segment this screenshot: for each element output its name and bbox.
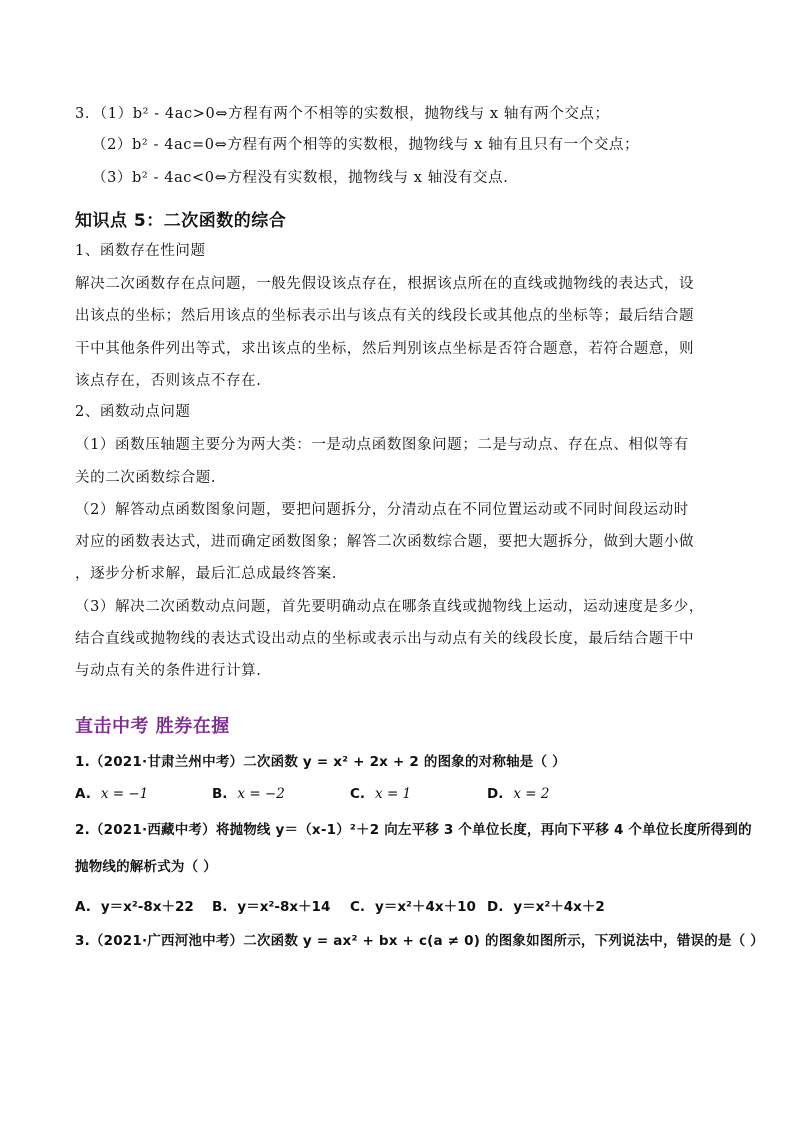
option-text: x = −1 bbox=[100, 786, 149, 802]
option-letter: B. bbox=[212, 899, 228, 915]
option-letter: C. bbox=[350, 899, 366, 915]
question-3-stem: 3.（2021·广西河池中考）二次函数 y = ax² + bx + c(a ≠ 0) 的图象如图所示，下列说法中，错误的是（ ） bbox=[75, 933, 764, 949]
option-text: y＝x²-8x＋22 bbox=[100, 899, 194, 915]
question-1-option-a bbox=[75, 786, 148, 802]
discriminant-item-2: （2）b² - 4ac=0⇔方程有两个相等的实数根，抛物线与 x 轴有且只有一个交点； bbox=[92, 137, 640, 153]
paragraph-line: 关的二次函数综合题. bbox=[75, 470, 217, 486]
question-1-option-d bbox=[487, 786, 549, 802]
option-text: x = 1 bbox=[375, 786, 412, 802]
paragraph-line: 与动点有关的条件进行计算. bbox=[75, 663, 262, 679]
paragraph-line: 出该点的坐标；然后用该点的坐标表示出与该点有关的线段长或其他点的坐标等；最后结合题 bbox=[75, 308, 695, 324]
paragraph-line: 对应的函数表达式，进而确定函数图象；解答二次函数综合题，要把大题拆分，做到大题小做 bbox=[75, 534, 695, 550]
option-letter: B. bbox=[212, 786, 228, 802]
discriminant-item-3: （3）b² - 4ac<0⇔方程没有实数根，抛物线与 x 轴没有交点. bbox=[92, 170, 509, 186]
knowledge-point-title: 知识点 5：二次函数的综合 bbox=[75, 211, 287, 231]
discriminant-item-1: 3．（1）b² - 4ac>0⇔方程有两个不相等的实数根，抛物线与 x 轴有两个交点； bbox=[75, 106, 610, 122]
option-letter: D. bbox=[487, 786, 504, 802]
paragraph-line: 解决二次函数存在点问题，一般先假设该点存在，根据该点所在的直线或抛物线的表达式，设 bbox=[75, 276, 695, 292]
subheading-existence: 1、函数存在性问题 bbox=[75, 243, 206, 259]
paragraph-line: （3）解决二次函数动点问题，首先要明确动点在哪条直线或抛物线上运动，运动速度是多少， bbox=[75, 599, 704, 615]
question-2-option-b bbox=[212, 895, 330, 915]
question-1-stem: 1.（2021·甘肃兰州中考）二次函数 y = x² + 2x + 2 的图象的对称轴是（ ） bbox=[75, 754, 566, 770]
question-1-option-c bbox=[350, 786, 411, 802]
option-text: x = 2 bbox=[513, 786, 550, 802]
paragraph-line: （1）函数压轴题主要分为两大类：一是动点函数图象问题；二是与动点、存在点、相似等有 bbox=[75, 437, 689, 453]
section-title: 直击中考 胜券在握 bbox=[75, 716, 230, 737]
option-letter: D. bbox=[487, 899, 504, 915]
question-2-option-d bbox=[487, 895, 605, 915]
paragraph-line: 结合直线或抛物线的表达式设出动点的坐标或表示出与动点有关的线段长度，最后结合题干中 bbox=[75, 631, 695, 647]
option-letter: A. bbox=[75, 899, 91, 915]
option-text: y＝x²＋4x＋2 bbox=[513, 899, 605, 915]
option-text: y＝x²-8x＋14 bbox=[237, 899, 331, 915]
paragraph-line: ，逐步分析求解，最后汇总成最终答案. bbox=[75, 566, 337, 582]
option-text: y＝x²＋4x＋10 bbox=[375, 899, 476, 915]
option-letter: C. bbox=[350, 786, 366, 802]
subheading-moving-point: 2、函数动点问题 bbox=[75, 404, 191, 420]
question-2-stem-line-1: 2.（2021·西藏中考）将抛物线 y＝（x-1）²＋2 向左平移 3 个单位长度，再向下平移 4 个单位长度所得到的 bbox=[75, 822, 752, 838]
option-text: x = −2 bbox=[237, 786, 285, 802]
paragraph-line: 该点存在，否则该点不存在. bbox=[75, 373, 262, 389]
question-2-option-c bbox=[350, 895, 476, 915]
question-2-option-a bbox=[75, 895, 194, 915]
question-1-option-b bbox=[212, 786, 285, 802]
paragraph-line: 干中其他条件列出等式，求出该点的坐标，然后判别该点坐标是否符合题意，若符合题意，则 bbox=[75, 341, 695, 357]
question-2-stem-line-2: 抛物线的解析式为（ ） bbox=[75, 859, 217, 875]
paragraph-line: （2）解答动点函数图象问题，要把问题拆分，分清动点在不同位置运动或不同时间段运动时 bbox=[75, 502, 689, 518]
option-letter: A. bbox=[75, 786, 91, 802]
